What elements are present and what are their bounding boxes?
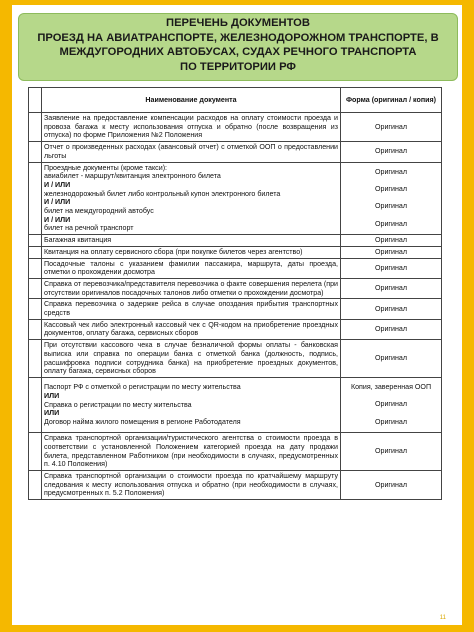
form-cell: Оригинал [341, 235, 442, 247]
page-number: 11 [439, 615, 446, 621]
document-name-cell [42, 258, 341, 278]
form-cell: Оригинал [341, 433, 442, 471]
header-index-cell [29, 88, 42, 113]
row-index-cell [29, 235, 42, 247]
table-row [29, 470, 442, 499]
document-name-line: Справка перевозчика о задержке рейса в случае опоздания прибытия транспортных средств [44, 300, 338, 318]
header-form: Форма (оригинал / копия) [341, 88, 442, 113]
document-name-line: билет на междугородний автобус [44, 207, 154, 216]
document-name-line: При отсутствии кассового чека в случае безналичной формы оплаты - банковская выписка или справка по операции банка с отметкой банка (должность, подпись, расшифровка подписи сотрудника банка) на приобретение проездных документов, оплату багажа, сервисных сборов [44, 341, 338, 376]
document-name-line: Договор найма жилого помещения в регионе Работодателя [44, 418, 241, 427]
document-name-cell [42, 278, 341, 298]
document-name-line: Справка транспортной организации о стоимости проезда по кратчайшему маршруту следования к месту использования отпуска и обратно (при необходимости в случаях, предусмотренных п. 5.2 Положения) [44, 471, 338, 498]
form-value: Оригинал [375, 202, 407, 211]
table-row [29, 258, 442, 278]
row-index-cell [29, 246, 42, 258]
form-value: Оригинал [375, 417, 407, 426]
row-index-cell [29, 162, 42, 235]
row-index-cell [29, 340, 42, 378]
form-value: Копия, заверенная ООП [350, 382, 432, 391]
document-name-line: Справка транспортной организации/туристического агентства о стоимости проезда в соответствии с установленной Положением категорией проезда на дату продажи билета, представленном Работником (при необходимости в случаях, предусмотренных п. 4.10 Положения) [44, 434, 338, 469]
document-name-cell [42, 319, 341, 339]
document-name-line: Кассовый чек либо электронный кассовый чек с QR-кодом на приобретение проездных документов, оплату багажа, сервисных сборов [44, 320, 338, 338]
row-index-cell [29, 470, 42, 499]
row-index-cell [29, 377, 42, 432]
table-row [29, 113, 442, 142]
document-name-line: Отчет о произведенных расходах (авансовый отчет) с отметкой ООП о предоставлении льготы [44, 143, 338, 160]
document-sheet [12, 5, 462, 625]
table-header-row [29, 88, 442, 113]
row-index-cell [29, 319, 42, 339]
document-name-line: Багажная квитанция [44, 236, 112, 245]
documents-table [28, 87, 442, 500]
table-row [29, 278, 442, 298]
document-name-cell [42, 113, 341, 142]
form-cell [341, 377, 442, 432]
document-name-cell [42, 433, 341, 471]
form-cell: Оригинал [341, 258, 442, 278]
form-cell: Оригинал [341, 470, 442, 499]
row-index-cell [29, 142, 42, 162]
table-row [29, 142, 442, 162]
title-line-4: ПО ТЕРРИТОРИИ РФ [180, 60, 296, 73]
document-name-line: ИЛИ [44, 409, 60, 418]
document-name-cell [42, 246, 341, 258]
document-name-line: Посадочные талоны с указанием фамилии пассажира, маршрута, даты проезда, отметки о прохождении досмотра [44, 259, 338, 277]
form-value: Оригинал [375, 219, 407, 228]
form-value: Оригинал [375, 184, 407, 193]
document-name-line: И / ИЛИ [44, 215, 71, 224]
row-index-cell [29, 299, 42, 319]
document-name-cell [42, 299, 341, 319]
document-name-line: Квитанция на оплату сервисного сбора (при покупке билетов через агентство) [44, 247, 303, 256]
document-name-cell [42, 162, 341, 235]
row-index-cell [29, 433, 42, 471]
form-cell: Оригинал [341, 142, 442, 162]
table-row [29, 162, 442, 235]
table-row [29, 246, 442, 258]
form-cell: Оригинал [341, 246, 442, 258]
table-row [29, 299, 442, 319]
header-document-name: Наименование документа [42, 88, 341, 113]
title-line-2: ПРОЕЗД НА АВИАТРАНСПОРТЕ, ЖЕЛЕЗНОДОРОЖНОМ ТРАНСПОРТЕ, В [37, 31, 439, 44]
form-cell: Оригинал [341, 340, 442, 378]
document-name-line: И / ИЛИ [44, 180, 71, 189]
table-row [29, 235, 442, 247]
document-name-cell [42, 470, 341, 499]
form-cell [341, 162, 442, 235]
document-name-line: Заявление на предоставление компенсации расходов на оплату стоимости проезда и провоза багажа к месту использования отпуска и обратно (после возвращения из отпуска) по форме Приложения №2 Положения [44, 114, 338, 140]
document-name-line: Паспорт РФ с отметкой о регистрации по месту жительства [44, 383, 241, 392]
document-name-line: Справка о регистрации по месту жительства [44, 400, 192, 409]
form-cell: Оригинал [341, 299, 442, 319]
row-index-cell [29, 258, 42, 278]
document-name-line: авиабилет - маршрут/квитанция электронного билета [44, 172, 221, 181]
document-name-line: билет на речной транспорт [44, 224, 134, 233]
form-cell: Оригинал [341, 319, 442, 339]
table-row [29, 377, 442, 432]
document-name-line: Справка от перевозчика/представителя перевозчика о факте совершения перелета (при отсутствии оригиналов посадочных талонов либо отметки о прохождении досмотра) [44, 279, 338, 297]
document-name-cell [42, 377, 341, 432]
title-line-1: ПЕРЕЧЕНЬ ДОКУМЕНТОВ [166, 17, 310, 29]
row-index-cell [29, 113, 42, 142]
document-name-line: железнодорожный билет либо контрольный купон электронного билета [44, 189, 281, 198]
row-index-cell [29, 278, 42, 298]
table-row [29, 319, 442, 339]
table-row [29, 340, 442, 378]
form-cell: Оригинал [341, 113, 442, 142]
document-name-line: Проездные документы (кроме такси): [44, 163, 168, 172]
title-line-3: МЕЖДУГОРОДНИХ АВТОБУСАХ, СУДАХ РЕЧНОГО ТРАНСПОРТА [59, 46, 417, 58]
document-name-line: ИЛИ [44, 392, 60, 401]
form-value: Оригинал [375, 167, 407, 176]
document-name-cell [42, 142, 341, 162]
table-row [29, 433, 442, 471]
form-cell: Оригинал [341, 278, 442, 298]
title-banner [18, 13, 458, 81]
form-value: Оригинал [375, 400, 407, 409]
document-name-cell [42, 340, 341, 378]
document-name-line: И / ИЛИ [44, 198, 71, 207]
document-name-cell [42, 235, 341, 247]
